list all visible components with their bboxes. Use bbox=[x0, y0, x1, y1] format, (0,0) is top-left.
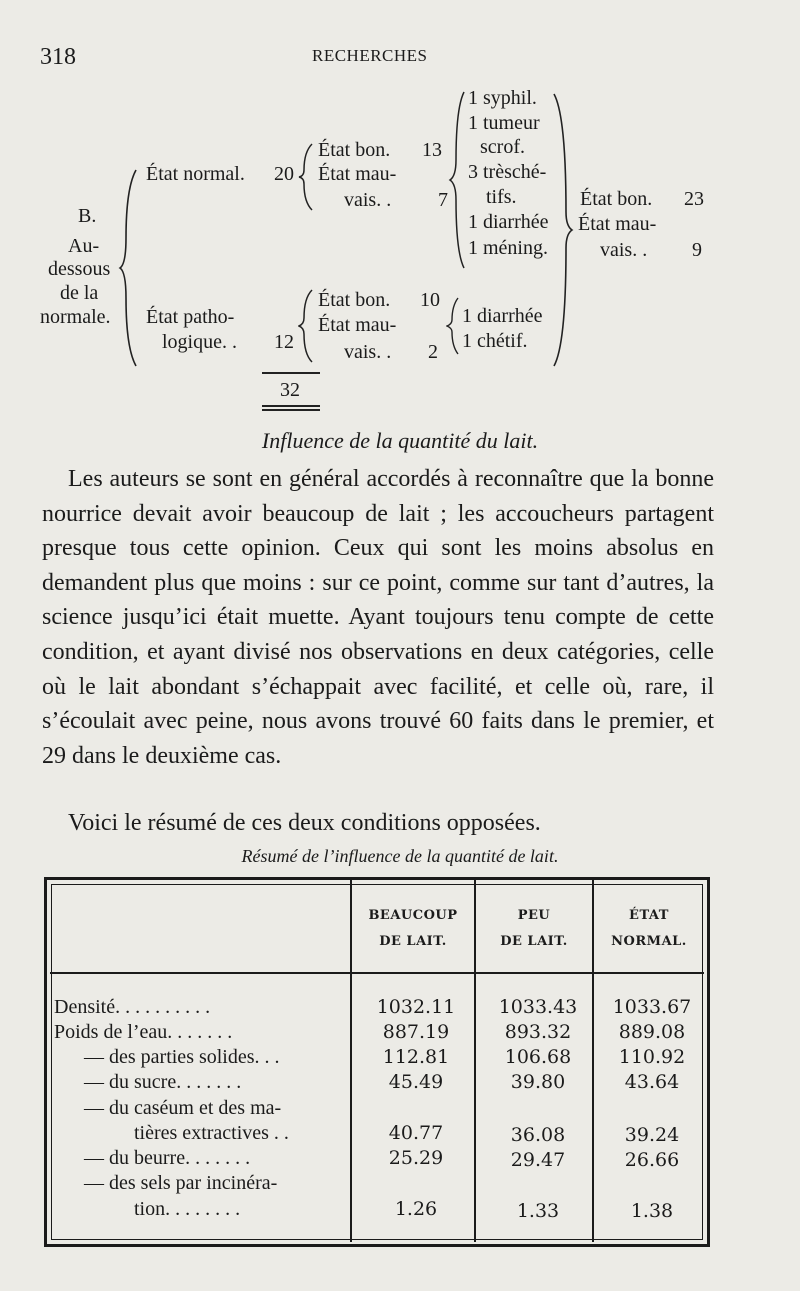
cell-water-normal: 889.08 bbox=[618, 1021, 686, 1043]
header-col-2-line-2: DE LAIT. bbox=[500, 934, 568, 949]
cell-density-normal: 1033.67 bbox=[612, 996, 692, 1018]
pathologic-brace bbox=[298, 288, 314, 364]
condition-2: 1 tumeur bbox=[468, 112, 540, 134]
normal-good-label: État bon. bbox=[318, 139, 391, 161]
normal-state-label: État normal. bbox=[146, 163, 245, 185]
total-rule-bottom-2 bbox=[262, 409, 320, 411]
conditions-brace bbox=[448, 90, 466, 270]
cell-density-peu: 1033.43 bbox=[498, 996, 578, 1018]
row-label-caseum-1: — du caséum et des ma- bbox=[84, 1097, 282, 1119]
group-label-line-3: dessous bbox=[48, 258, 111, 280]
cell-sugar-beaucoup: 45.49 bbox=[388, 1071, 444, 1093]
group-label-line-5: normale. bbox=[40, 306, 111, 328]
result-good-label: État bon. bbox=[580, 188, 653, 210]
condition-1: 1 syphil. bbox=[468, 87, 537, 109]
cell-density-beaucoup: 1032.11 bbox=[376, 996, 456, 1018]
header-col-3-line-2: NORMAL. bbox=[611, 934, 687, 949]
row-label-butter: — du beurre. . . . . . . bbox=[84, 1147, 251, 1169]
pathologic-state-label-1: État patho- bbox=[146, 306, 235, 328]
cell-caseum-peu: 36.08 bbox=[510, 1124, 566, 1146]
header-col-2-line-1: PEU bbox=[517, 908, 551, 923]
paragraph-1: Les auteurs se sont en général accordés à reconnaître que la bonne nourrice devait avoir beaucoup de lait ; les accoucheurs partagent presque tous cette opinion. Ceux qui sont les moins absolus en demandent plus que moins : sur ce point, comme sur tant d’autres, la science jusqu’ici était muette. Ayant toujours tenu compte de cette condition, et ayant divisé nos observations en deux catégories, celle où le lait abondant s’échappait avec facilité, et celle où, rare, il s’écoulait avec peine, nous avons trouvé 60 faits dans le premier, et 29 dans le deuxième cas. bbox=[42, 466, 714, 769]
cell-sugar-peu: 39.80 bbox=[510, 1071, 566, 1093]
cell-salts-peu: 1.33 bbox=[516, 1200, 560, 1222]
cell-water-beaucoup: 887.19 bbox=[382, 1021, 450, 1043]
pathologic-condition-2: 1 chétif. bbox=[462, 330, 528, 352]
cell-caseum-beaucoup: 40.77 bbox=[388, 1122, 444, 1144]
result-good-count: 23 bbox=[684, 188, 704, 210]
cell-solids-peu: 106.68 bbox=[504, 1046, 572, 1068]
pathologic-condition-1: 1 diarrhée bbox=[462, 305, 543, 327]
row-label-density: Densité. . . . . . . . . . bbox=[54, 996, 211, 1018]
total-rule-top bbox=[262, 372, 320, 374]
cell-butter-normal: 26.66 bbox=[624, 1149, 680, 1171]
pathologic-good-count: 10 bbox=[420, 289, 440, 311]
condition-6: 1 diarrhée bbox=[468, 211, 549, 233]
group-label-line-1: B. bbox=[78, 205, 97, 227]
pathologic-bad-count: 2 bbox=[428, 341, 438, 363]
cell-caseum-normal: 39.24 bbox=[624, 1124, 680, 1146]
result-bad-label-2: vais. . bbox=[600, 239, 648, 261]
header-col-3-line-1: ÉTAT bbox=[629, 908, 669, 923]
table-title: Résumé de l’influence de la quantité de lait. bbox=[241, 846, 559, 866]
paragraph-2: Voici le résumé de ces deux conditions opposées. bbox=[68, 810, 541, 836]
row-label-salts-1: — des sels par incinéra- bbox=[84, 1172, 278, 1194]
row-label-caseum-2: tières extractives . . bbox=[134, 1122, 289, 1144]
header-col-1-line-2: DE LAIT. bbox=[379, 934, 447, 949]
cell-butter-peu: 29.47 bbox=[510, 1149, 566, 1171]
normal-bad-count: 7 bbox=[438, 189, 448, 211]
total-count: 32 bbox=[280, 379, 300, 401]
cell-water-peu: 893.32 bbox=[504, 1021, 572, 1043]
group-brace bbox=[118, 168, 140, 368]
condition-4: 3 trèsché- bbox=[468, 161, 547, 183]
total-rule-bottom bbox=[262, 405, 320, 407]
pathologic-bad-label-1: État mau- bbox=[318, 314, 397, 336]
condition-5: tifs. bbox=[486, 186, 517, 208]
row-label-solids: — des parties solides. . . bbox=[84, 1046, 280, 1068]
page-number: 318 bbox=[40, 44, 76, 70]
condition-7: 1 méning. bbox=[468, 237, 548, 259]
normal-state-count: 20 bbox=[274, 163, 294, 185]
pathologic-conditions-brace bbox=[446, 296, 460, 356]
normal-brace bbox=[298, 142, 314, 212]
normal-bad-label-1: État mau- bbox=[318, 163, 397, 185]
pathologic-good-label: État bon. bbox=[318, 289, 391, 311]
group-label-line-4: de la bbox=[60, 282, 99, 304]
header-col-1-line-1: BEAUCOUP bbox=[368, 908, 458, 923]
cell-solids-normal: 110.92 bbox=[618, 1046, 686, 1068]
running-title: RECHERCHES bbox=[312, 46, 428, 65]
row-label-sugar: — du sucre. . . . . . . bbox=[84, 1071, 242, 1093]
cell-salts-beaucoup: 1.26 bbox=[394, 1198, 438, 1220]
header-rule bbox=[50, 972, 704, 974]
row-label-salts-2: tion. . . . . . . . bbox=[134, 1198, 241, 1220]
result-brace bbox=[552, 92, 574, 368]
result-bad-label-1: État mau- bbox=[578, 213, 657, 235]
cell-salts-normal: 1.38 bbox=[630, 1200, 674, 1222]
normal-bad-label-2: vais. . bbox=[344, 189, 392, 211]
row-label-water: Poids de l’eau. . . . . . . bbox=[54, 1021, 233, 1043]
section-heading: Influence de la quantité du lait. bbox=[261, 428, 539, 453]
condition-3: scrof. bbox=[480, 136, 525, 158]
result-bad-count: 9 bbox=[692, 239, 702, 261]
cell-solids-beaucoup: 112.81 bbox=[382, 1046, 450, 1068]
pathologic-state-count: 12 bbox=[274, 331, 294, 353]
group-label-line-2: Au- bbox=[68, 235, 100, 257]
normal-good-count: 13 bbox=[422, 139, 442, 161]
pathologic-state-label-2: logique. . bbox=[162, 331, 237, 353]
cell-sugar-normal: 43.64 bbox=[624, 1071, 680, 1093]
cell-butter-beaucoup: 25.29 bbox=[388, 1147, 444, 1169]
pathologic-bad-label-2: vais. . bbox=[344, 341, 392, 363]
